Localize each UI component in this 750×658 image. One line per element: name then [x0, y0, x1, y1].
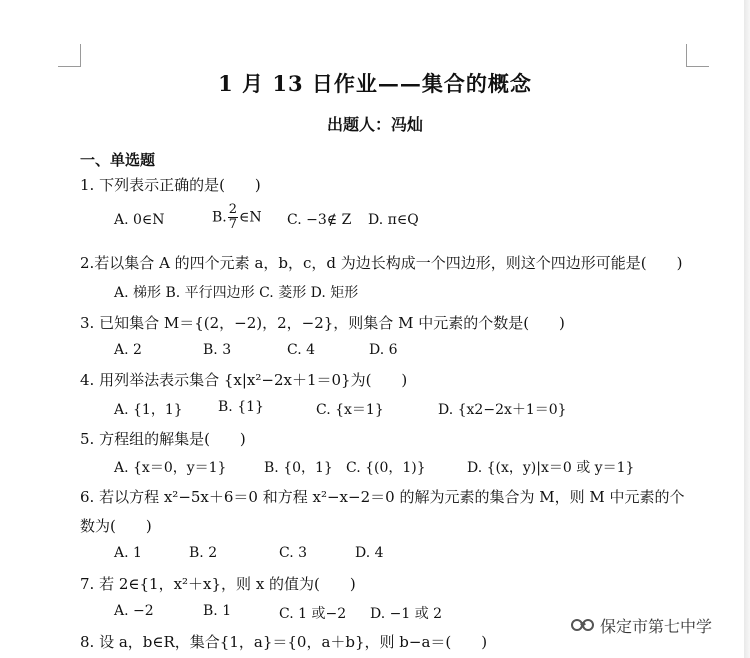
question-4-stem: 4. 用列举法表示集合 {x|x²−2x＋1＝0}为( ) [80, 371, 408, 389]
fraction-denominator: 7 [228, 217, 238, 232]
question-7-option-c: C. 1 或−2 [279, 606, 347, 622]
question-6-option-d: D. 4 [355, 545, 384, 561]
watermark-text: 保定市第七中学 [600, 616, 713, 636]
question-3-option-c: C. 4 [287, 342, 316, 358]
question-3-stem: 3. 已知集合 M＝{(2，−2)，2，−2}，则集合 M 中元素的个数是( ) [80, 314, 565, 332]
question-8-stem: 8. 设 a，b∈R，集合{1，a}＝{0，a＋b}，则 b−a＝( ) [80, 633, 488, 651]
question-5-option-a: A. {x＝0，y＝1} [114, 460, 227, 476]
question-7-option-a: A. −2 [114, 603, 154, 619]
document-author: 出题人：冯灿 [326, 115, 423, 134]
question-1-option-b-suffix: ∈N [239, 209, 262, 226]
question-5-option-c: C. {(0，1)} [346, 460, 426, 476]
question-5-option-d: D. {(x，y)|x＝0 或 y＝1} [467, 460, 635, 476]
question-4-option-a: A. {1，1} [114, 402, 183, 418]
question-1-option-c: C. −3∉ Z [287, 212, 352, 228]
question-1-option-b [212, 203, 262, 232]
page-edge-shadow [744, 0, 750, 658]
question-2-stem: 2.若以集合 A 的四个元素 a，b，c，d 为边长构成一个四边形，则这个四边形可能是( ) [80, 254, 683, 272]
question-4-option-b: B. {1} [218, 399, 264, 415]
margin-corner-top-left [58, 44, 81, 67]
fraction-numerator: 2 [228, 202, 238, 217]
question-6-option-a: A. 1 [114, 545, 142, 561]
question-5-stem: 5. 方程组的解集是( ) [80, 430, 246, 448]
section-heading: 一、单选题 [80, 151, 156, 169]
question-6-option-b: B. 2 [189, 545, 218, 561]
question-3-option-d: D. 6 [369, 342, 398, 358]
question-1-option-b-prefix: B. [212, 209, 227, 226]
document-title: 1 月 13 日作业——集合的概念 [218, 71, 532, 96]
question-6-stem-line-2: 数为( ) [80, 517, 152, 535]
question-6-option-c: C. 3 [279, 545, 308, 561]
question-1-option-d: D. π∈Q [368, 212, 419, 228]
question-7-option-d: D. −1 或 2 [370, 606, 443, 622]
source-watermark [566, 612, 716, 638]
question-6-stem-line-1: 6. 若以方程 x²−5x＋6＝0 和方程 x²−x−2＝0 的解为元素的集合为 M，则 M 中元素的个 [80, 488, 685, 506]
question-4-option-d: D. {x2−2x＋1＝0} [438, 402, 567, 418]
question-1-option-a: A. 0∈N [114, 212, 165, 228]
question-7-stem: 7. 若 2∈{1，x²＋x}，则 x 的值为( ) [80, 575, 356, 593]
question-2-options: A. 梯形 B. 平行四边形 C. 菱形 D. 矩形 [114, 285, 359, 301]
margin-corner-top-right [686, 44, 709, 67]
question-7-option-b: B. 1 [203, 603, 232, 619]
question-3-option-b: B. 3 [203, 342, 232, 358]
question-1-stem: 1. 下列表示正确的是( ) [80, 176, 261, 194]
question-4-option-c: C. {x＝1} [316, 402, 384, 418]
question-3-option-a: A. 2 [114, 342, 142, 358]
fraction [228, 203, 238, 232]
wechat-channel-icon [570, 614, 596, 636]
question-5-option-b: B. {0，1} [264, 460, 333, 476]
